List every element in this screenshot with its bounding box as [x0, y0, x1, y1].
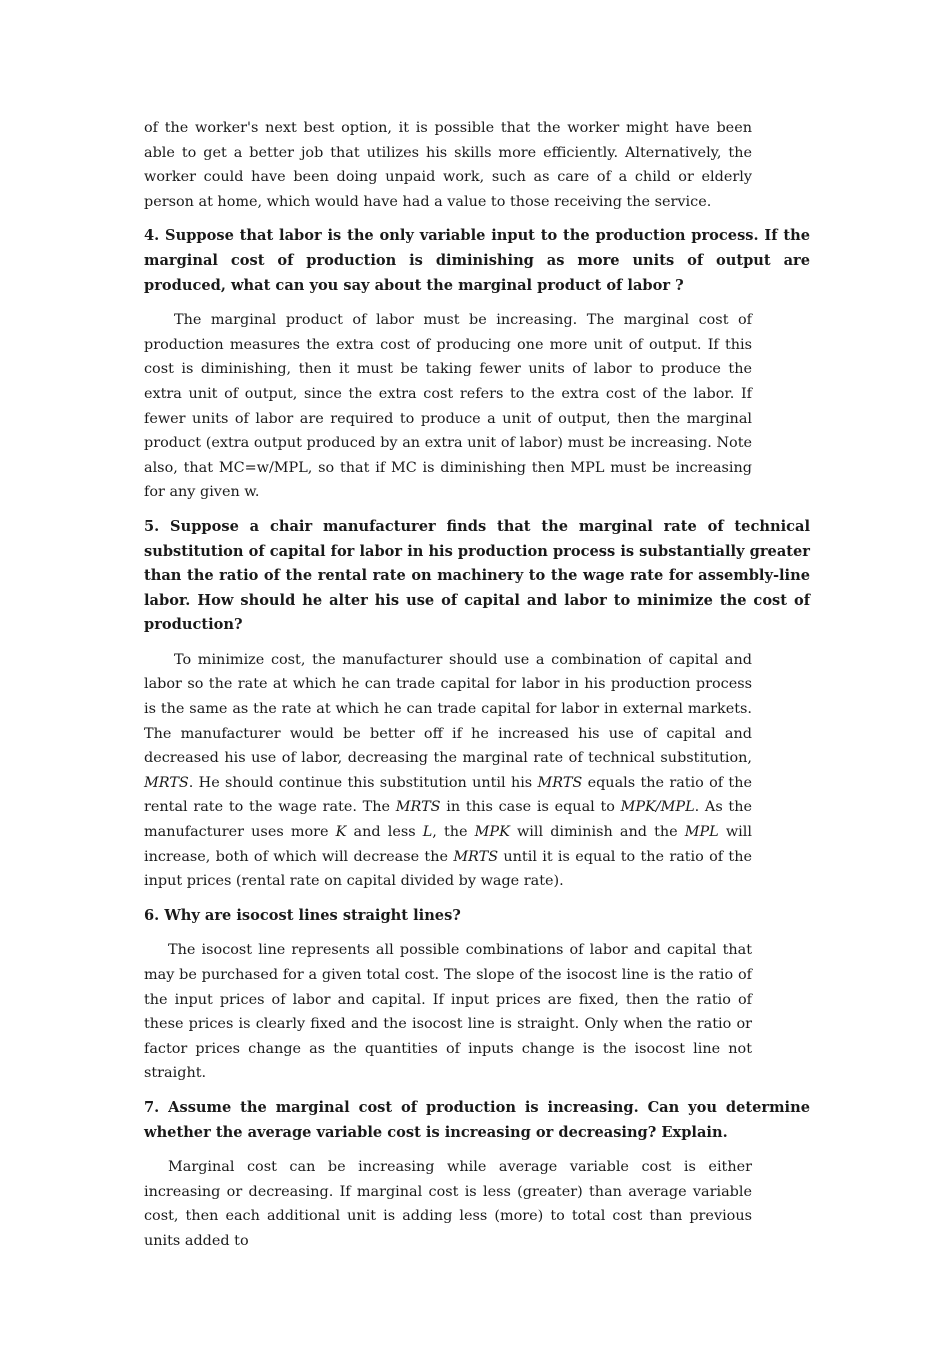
answer-5-text: and less	[346, 824, 423, 841]
answer-5-text: until it is equal to the ratio of the input prices (rental rate on capital divided by wage rate).	[144, 848, 752, 890]
answer-5-text: To minimize cost, the manufacturer should use a combination of capital and labor so the rate at which he can trade capital for labor in his production process is the same as the rate at which he can trade capital for labor in external markets. The manufacturer would be better off if he increased his use of capital and decreased his use of labor, decreasing the marginal rate of technical substitution,	[144, 651, 752, 767]
question-5: 5. Suppose a chair manufacturer finds that the marginal rate of technical substitution of capital for labor in his production process is substantially greater than the ratio of the rental rate on machinery to the wage rate for assembly-line labor. How should he alter his use of capital and labor to minimize the cost of production?	[144, 517, 810, 634]
term-k: K	[335, 824, 347, 841]
intro-paragraph: of the worker's next best option, it is possible that the worker might have been able to get a better job that utilizes his skills more efficiently. Alternatively, the worker could have been doing unpaid work, such as care of a child or elderly person at home, which would have had a value to those receiving the service.	[144, 120, 752, 210]
question-4: 4. Suppose that labor is the only variable input to the production process. If the marginal cost of production is diminishing as more units of output are produced, what can you say about the marginal product of labor ?	[144, 227, 810, 294]
question-6: 6. Why are isocost lines straight lines?	[144, 906, 461, 924]
term-mpl: MPL	[684, 824, 719, 841]
term-mrts: MRTS	[453, 848, 499, 865]
term-mrts: MRTS	[537, 774, 583, 791]
answer-6: The isocost line represents all possible combinations of labor and capital that may be purchased for a given total cost. The slope of the isocost line is the ratio of the input prices of labor and capital. If input prices are fixed, then the ratio of these prices is clearly fixed and the isocost line is straight. Only when the ratio or factor prices change as the quantities of inputs change is the isocost line not straight.	[144, 942, 752, 1082]
term-l: L	[422, 824, 433, 841]
answer-4: The marginal product of labor must be increasing. The marginal cost of production measures the extra cost of producing one more unit of output. If this cost is diminishing, then it must be taking fewer units of labor to produce the extra unit of output, since the extra cost refers to the extra cost of the labor. If fewer units of labor are required to produce a unit of output, then the marginal product (extra output produced by an extra unit of labor) must be increasing. Note also, that MC=w/MPL, so that if MC is diminishing then MPL must be increasing for any given w.	[144, 312, 752, 501]
term-mpk-mpl: MPK/MPL	[620, 799, 695, 816]
answer-5-text: . As the manufacturer uses more	[144, 799, 752, 841]
term-mrts: MRTS	[144, 774, 189, 791]
term-mrts: MRTS	[395, 799, 441, 816]
answer-5-text: equals the ratio of the rental rate to the wage rate. The	[144, 774, 752, 816]
answer-5-text: in this case is equal to	[440, 799, 621, 816]
answer-5	[144, 648, 752, 894]
answer-5-text: will increase, both of which will decrease the	[144, 824, 752, 865]
answer-5-text: . He should continue this substitution until his	[188, 774, 538, 791]
answer-5-text: , the	[432, 824, 475, 841]
answer-5-text: will diminish and the	[509, 824, 685, 841]
document-page	[144, 116, 810, 1254]
question-7: 7. Assume the marginal cost of production is increasing. Can you determine whether the average variable cost is increasing or decreasing? Explain.	[144, 1098, 810, 1141]
term-mpk: MPK	[474, 824, 510, 841]
answer-7: Marginal cost can be increasing while average variable cost is either increasing or decreasing. If marginal cost is less (greater) than average variable cost, then each additional unit is adding less (more) to total cost than previous units added to	[144, 1159, 752, 1249]
